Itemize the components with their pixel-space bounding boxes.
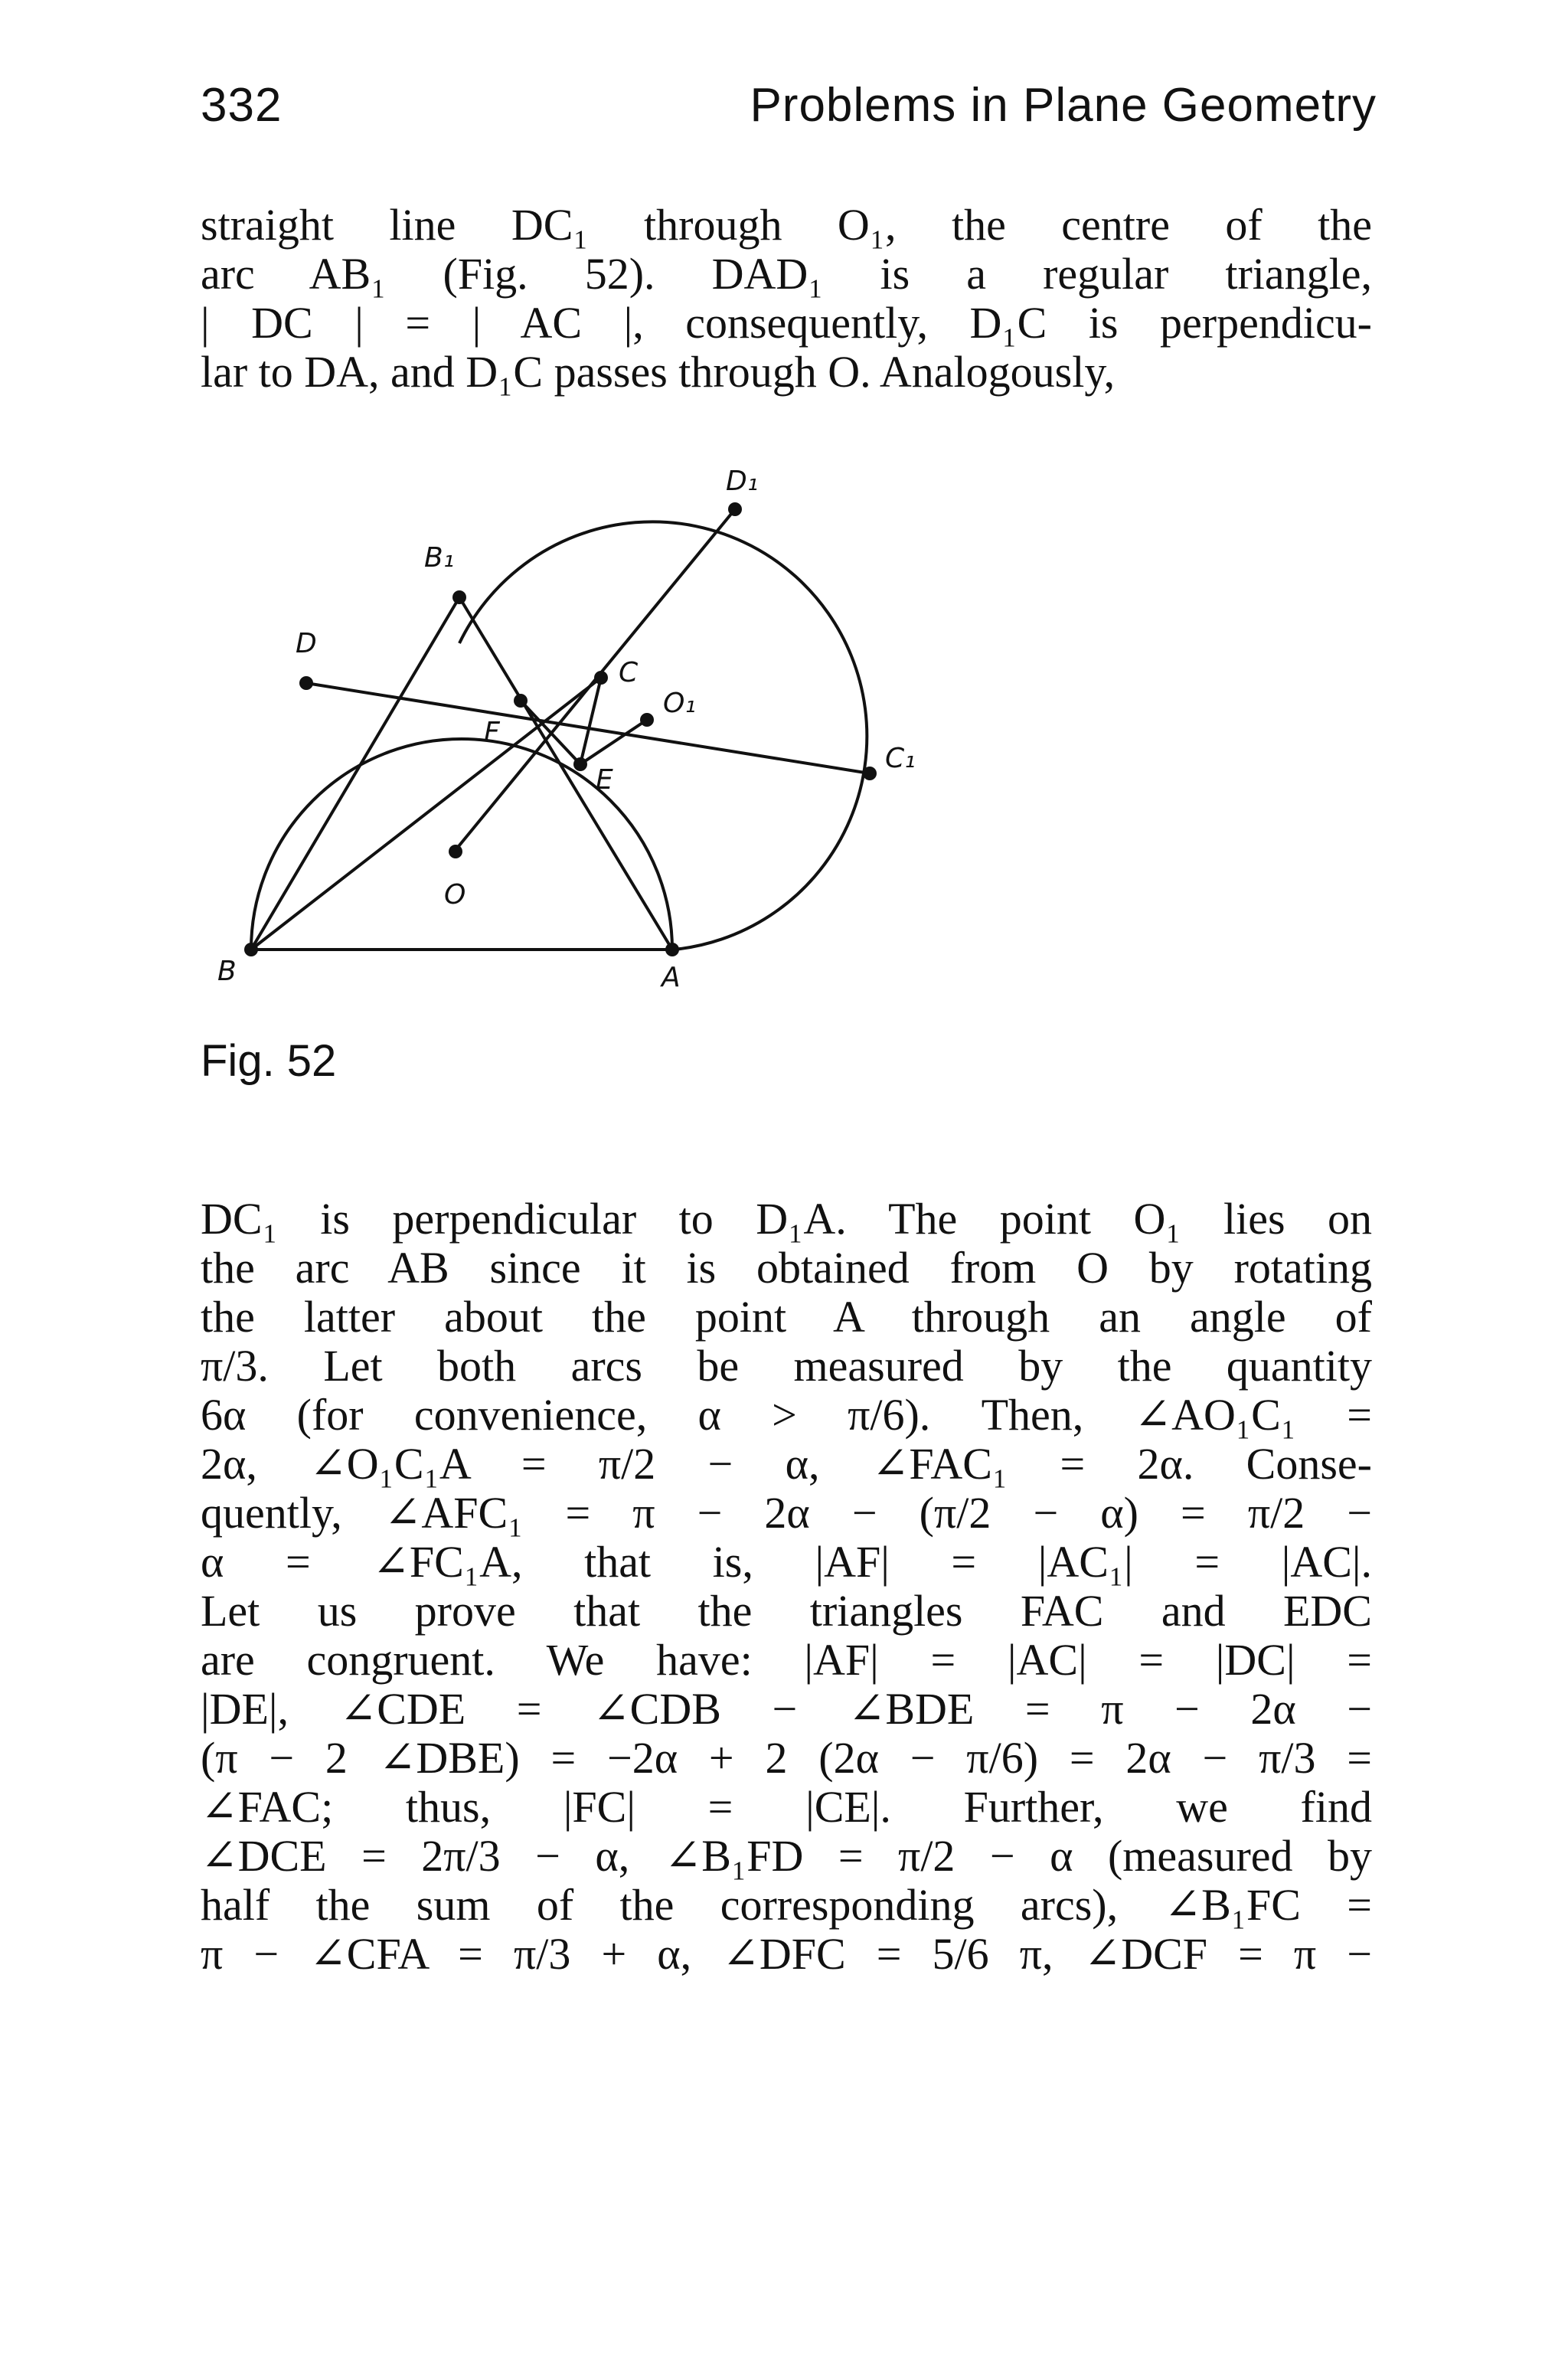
line-B-C xyxy=(251,678,601,950)
text-line: ∠DCE = 2π/3 − α, ∠B₁FD = π/2 − α (measured by xyxy=(201,1831,1372,1881)
text-line: (π − 2 ∠DBE) = −2α + 2 (2α − π/6) = 2α − π/3 = xyxy=(201,1733,1372,1783)
text-line: arc AB₁ (Fig. 52). DAD₁ is a regular triangle, xyxy=(201,249,1372,299)
point-B xyxy=(244,943,258,956)
point-D xyxy=(299,676,313,690)
point-D1 xyxy=(728,502,742,516)
text-line: lar to DA, and D₁C passes through O. Analogously, xyxy=(201,347,1116,397)
label-O: O xyxy=(444,879,466,910)
text-line: |DE|, ∠CDE = ∠CDB − ∠BDE = π − 2α − xyxy=(201,1684,1372,1734)
figure-caption: Fig. 52 xyxy=(201,1036,337,1086)
line-B1-A xyxy=(459,597,672,950)
figure-svg xyxy=(207,452,942,988)
running-head: Problems in Plane Geometry xyxy=(750,79,1377,132)
text-line: π − ∠CFA = π/3 + α, ∠DFC = 5/6 π, ∠DCF = π − xyxy=(201,1929,1372,1979)
point-A xyxy=(665,943,679,956)
page-number: 332 xyxy=(201,79,283,132)
point-F xyxy=(514,694,528,708)
text-line: DC₁ is perpendicular to D₁A. The point O₁ lies on xyxy=(201,1194,1372,1244)
text-block-top xyxy=(201,201,1372,397)
point-O xyxy=(449,845,462,858)
label-D: D xyxy=(296,628,317,659)
text-line: | DC | = | AC |, consequently, D₁C is perpendicu- xyxy=(201,298,1372,348)
text-line: ∠FAC; thus, |FC| = |CE|. Further, we find xyxy=(201,1782,1372,1832)
label-F: F xyxy=(484,717,500,748)
label-B: B xyxy=(217,956,237,987)
label-D1: D₁ xyxy=(726,466,759,497)
text-line: straight line DC₁ through O₁, the centre of the xyxy=(201,200,1372,250)
text-line: 6α (for convenience, α > π/6). Then, ∠AO₁C₁ = xyxy=(201,1390,1372,1440)
label-O1: O₁ xyxy=(663,688,696,719)
text-line: are congruent. We have: |AF| = |AC| = |DC| = xyxy=(201,1635,1372,1685)
label-C1: C₁ xyxy=(885,743,916,774)
text-line: Let us prove that the triangles FAC and EDC xyxy=(201,1586,1372,1636)
text-block-bottom xyxy=(201,1195,1372,1979)
point-O1 xyxy=(640,713,654,727)
text-line: the arc AB since it is obtained from O by rotating xyxy=(201,1243,1372,1293)
label-C: C xyxy=(619,657,639,688)
point-B1 xyxy=(452,590,466,604)
geometry-figure xyxy=(207,452,942,988)
point-C xyxy=(594,671,608,685)
label-A: A xyxy=(662,962,681,988)
label-B1: B₁ xyxy=(424,542,455,574)
text-line: 2α, ∠O₁C₁A = π/2 − α, ∠FAC₁ = 2α. Conse- xyxy=(201,1439,1372,1489)
line-B-B1 xyxy=(251,597,459,950)
text-line: π/3. Let both arcs be measured by the quantity xyxy=(201,1341,1372,1391)
label-E: E xyxy=(596,764,613,796)
point-C1 xyxy=(863,767,877,780)
text-line: quently, ∠AFC₁ = π − 2α − (π/2 − α) = π/2 − xyxy=(201,1488,1372,1538)
text-line: α = ∠FC₁A, that is, |AF| = |AC₁| = |AC|. xyxy=(201,1537,1372,1587)
text-line: the latter about the point A through an angle of xyxy=(201,1292,1372,1342)
text-line: half the sum of the corresponding arcs), ∠B₁FC = xyxy=(201,1880,1372,1930)
point-E xyxy=(573,757,587,771)
